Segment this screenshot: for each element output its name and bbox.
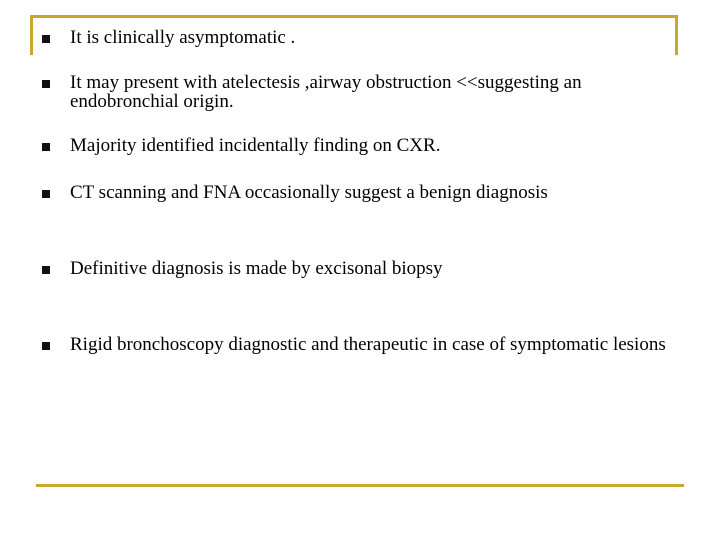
bullet-text: Definitive diagnosis is made by excisonal biopsy	[70, 258, 443, 279]
bullet-text: It may present with atelectesis ,airway obstruction <<suggesting an endobronchial origin.	[70, 72, 582, 112]
bullet-text: Majority identified incidentally finding on CXR.	[70, 135, 441, 156]
bullet-item	[30, 28, 680, 47]
bullet-item	[30, 259, 680, 278]
square-bullet-icon	[42, 342, 50, 350]
bullet-text: It is clinically asymptomatic .	[70, 27, 296, 48]
top-border-line	[30, 15, 678, 18]
square-bullet-icon	[42, 190, 50, 198]
bottom-border-line	[36, 484, 684, 487]
square-bullet-icon	[42, 80, 50, 88]
square-bullet-icon	[42, 266, 50, 274]
bullet-item	[30, 335, 680, 354]
bullet-item	[30, 183, 680, 202]
bullet-text: Rigid bronchoscopy diagnostic and therapeutic in case of symptomatic lesions	[70, 334, 666, 355]
bullet-item	[30, 136, 680, 155]
bullet-text: CT scanning and FNA occasionally suggest a benign diagnosis	[70, 182, 548, 203]
bullet-item	[30, 73, 680, 111]
square-bullet-icon	[42, 143, 50, 151]
square-bullet-icon	[42, 35, 50, 43]
